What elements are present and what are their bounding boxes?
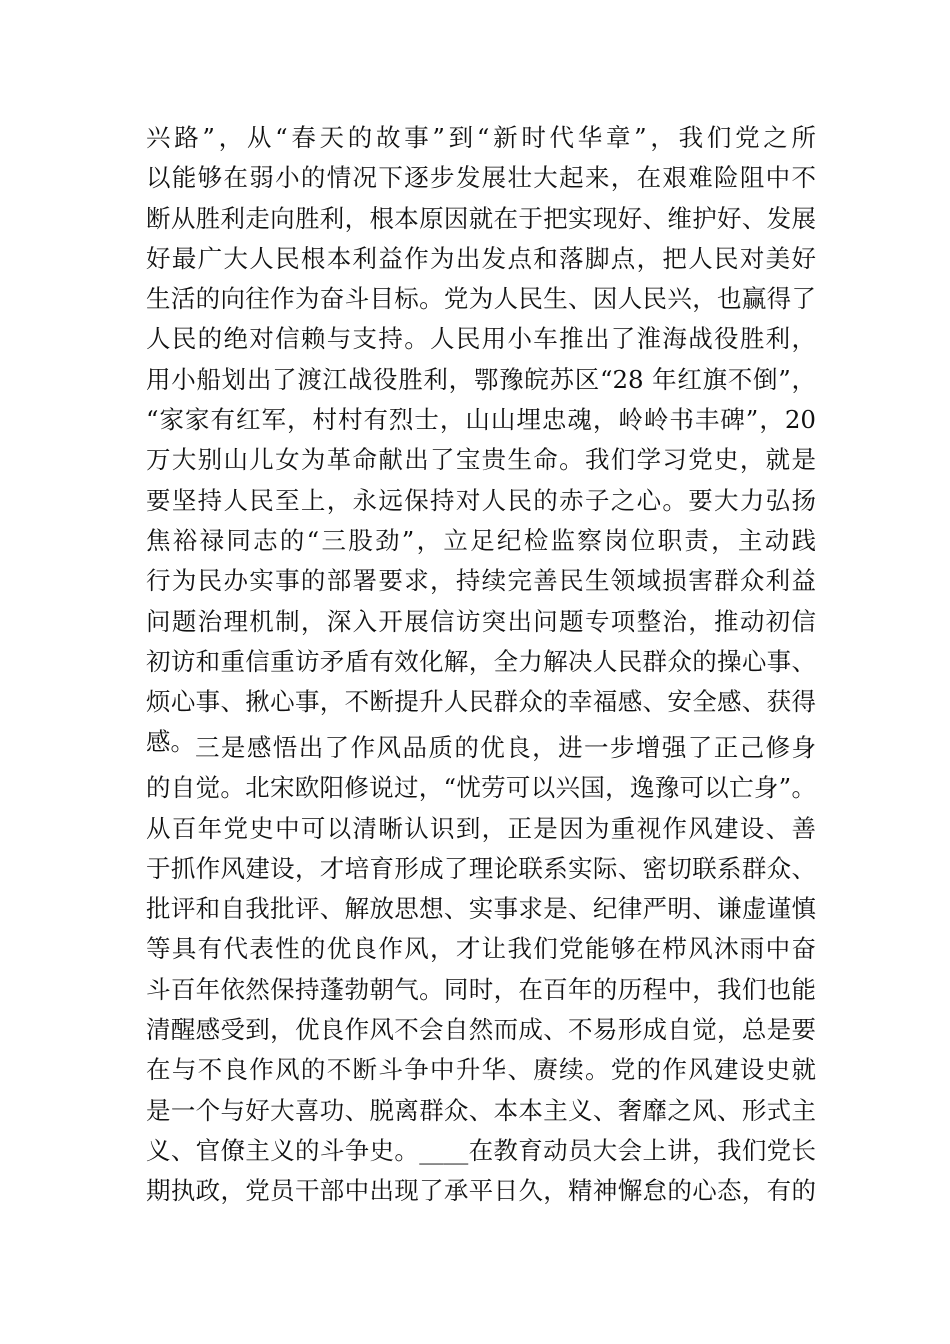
text-line: 万大别山儿女为革命献出了宝贵生命。我们学习党史，就是 (146, 445, 816, 475)
text-line: 是一个与好大喜功、脱离群众、本本主义、奢靡之风、形式主 (146, 1095, 816, 1125)
text-line: 生活的向往作为奋斗目标。党为人民生、因人民兴，也赢得了 (146, 284, 816, 314)
paragraph-people-centered (146, 118, 816, 763)
text-line: 焦裕禄同志的“三股劲”，立足纪检监察岗位职责，主动践 (146, 525, 816, 555)
text-line: 义、官僚主义的斗争史。____在教育动员大会上讲，我们党长 (146, 1135, 816, 1165)
text-line: 问题治理机制，深入开展信访突出问题专项整治，推动初信 (146, 606, 816, 636)
text-line: 于抓作风建设，才培育形成了理论联系实际、密切联系群众、 (146, 853, 816, 883)
document-page (146, 0, 816, 1344)
text-line: 三是感悟出了作风品质的优良，进一步增强了正己修身 (195, 733, 816, 762)
text-line: “家家有红军，村村有烈士，山山埋忠魂，岭岭书丰碑”，20 (146, 405, 816, 435)
text-line: 斗百年依然保持蓬勃朝气。同时，在百年的历程中，我们也能 (146, 974, 816, 1004)
text-line: 好最广大人民根本利益作为出发点和落脚点，把人民对美好 (146, 243, 816, 273)
text-line: 等具有代表性的优良作风，才让我们党能够在栉风沐雨中奋 (146, 934, 816, 964)
paragraph-work-style (146, 728, 816, 1212)
text-line: 要坚持人民至上，永远保持对人民的赤子之心。要大力弘扬 (146, 485, 816, 515)
text-line: 批评和自我批评、解放思想、实事求是、纪律严明、谦虚谨慎 (146, 894, 816, 924)
text-line: 清醒感受到，优良作风不会自然而成、不易形成自觉，总是要 (146, 1015, 816, 1045)
text-line: 行为民办实事的部署要求，持续完善民生领域损害群众利益 (146, 566, 816, 596)
text-line: 在与不良作风的不断斗争中升华、赓续。党的作风建设史就 (146, 1055, 816, 1085)
text-line: 期执政，党员干部中出现了承平日久，精神懈怠的心态，有的 (146, 1176, 816, 1206)
text-line: 断从胜利走向胜利，根本原因就在于把实现好、维护好、发展 (146, 203, 816, 233)
text-line: 兴路”，从“春天的故事”到“新时代华章”，我们党之所 (146, 123, 816, 152)
text-line: 以能够在弱小的情况下逐步发展壮大起来，在艰难险阻中不 (146, 163, 816, 193)
text-line: 的自觉。北宋欧阳修说过，“忧劳可以兴国，逸豫可以亡身”。 (146, 773, 816, 803)
text-line: 初访和重信重访矛盾有效化解，全力解决人民群众的操心事、 (146, 646, 816, 676)
text-line: 烦心事、揪心事，不断提升人民群众的幸福感、安全感、获得 (146, 687, 816, 717)
text-line: 用小船划出了渡江战役胜利，鄂豫皖苏区“28 年红旗不倒”， (146, 364, 816, 394)
text-line: 人民的绝对信赖与支持。人民用小车推出了淮海战役胜利， (146, 324, 816, 354)
text-line: 感。 (146, 727, 195, 757)
text-line: 从百年党史中可以清晰认识到，正是因为重视作风建设、善 (146, 813, 816, 843)
